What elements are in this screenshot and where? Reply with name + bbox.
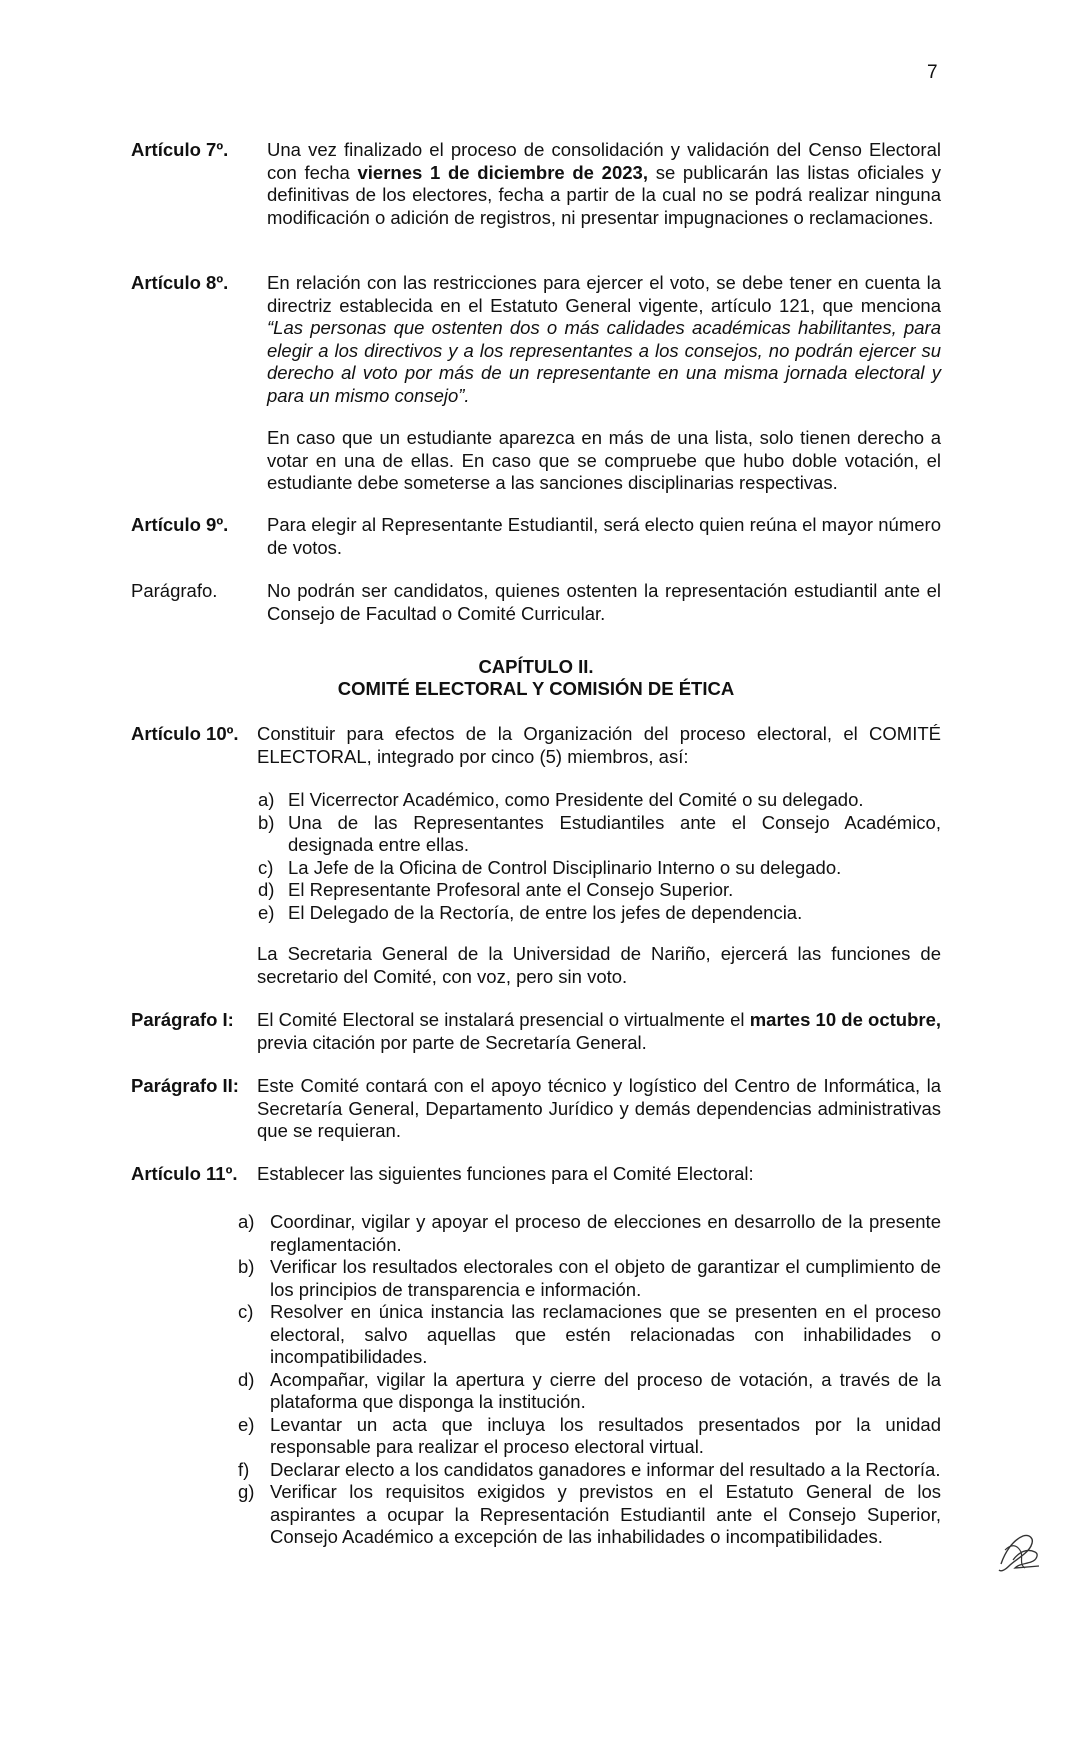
article-8-label: Artículo 8º. xyxy=(131,272,229,293)
article-10-closing: La Secretaria General de la Universidad de Nariño, ejercerá las funciones de secretario del Comité, con voz, pero sin voto. xyxy=(257,943,941,987)
article-9-text: Para elegir al Representante Estudiantil, será electo quien reúna el mayor número de votos. xyxy=(267,514,941,558)
committee-functions-list xyxy=(238,1211,941,1549)
article-11-label: Artículo 11º. xyxy=(131,1163,238,1184)
article-9-label: Artículo 9º. xyxy=(131,514,229,535)
article-11-intro: Establecer las siguientes funciones para el Comité Electoral: xyxy=(257,1163,754,1184)
list-item: a) Coordinar, vigilar y apoyar el proceso de elecciones en desarrollo de la presente reglamentación. xyxy=(238,1211,941,1255)
article-7-text: Una vez finalizado el proceso de consolidación y validación del Censo Electoral con fecha viernes 1 de diciembre de 2023, se publicarán las listas oficiales y definitivas de los electores, fecha a partir de la cual no se podrá realizar ninguna modificación o adición de registros, ni presentar impugnaciones o reclamaciones. xyxy=(267,139,941,228)
chapter-title: COMITÉ ELECTORAL Y COMISIÓN DE ÉTICA xyxy=(337,678,735,699)
article-8 xyxy=(131,272,941,407)
article-10-label: Artículo 10º. xyxy=(131,723,239,744)
list-item: e) El Delegado de la Rectoría, de entre los jefes de dependencia. xyxy=(258,901,803,923)
list-item: e) Levantar un acta que incluya los resultados presentados por la unidad responsable para realizar el proceso electoral virtual. xyxy=(238,1413,941,1457)
paragraph-I xyxy=(131,1009,941,1054)
committee-members-list xyxy=(258,789,941,924)
page-number: 7 xyxy=(927,62,938,83)
list-item: a) El Vicerrector Académico, como Presidente del Comité o su delegado. xyxy=(258,789,864,810)
article-10-intro: Constituir para efectos de la Organización del proceso electoral, el COMITÉ ELECTORAL, integrado por cinco (5) miembros, así: xyxy=(257,723,941,767)
list-item: b) Una de las Representantes Estudiantiles ante el Consejo Académico, designada entre ellas. xyxy=(258,811,941,855)
list-item: c) La Jefe de la Oficina de Control Disciplinario Interno o su delegado. xyxy=(258,856,842,878)
signature-initials xyxy=(995,1530,1043,1576)
list-item: c) Resolver en única instancia las reclamaciones que se presenten en el proceso electoral, salvo aquellas que estén relacionadas con inhabilidades o incompatibilidades. xyxy=(238,1301,941,1367)
article-11 xyxy=(131,1163,941,1186)
article-8-text: En relación con las restricciones para ejercer el voto, se debe tener en cuenta la directriz establecida en el Estatuto General vigente, artículo 121, que menciona “Las personas que ostenten dos o más calidades académicas habilitantes, para elegir a los directivos y a los representantes a los consejos, no podrán ejercer su derecho al voto por más de un representante en una misma jornada electoral y para un mismo consejo”. xyxy=(267,272,941,406)
list-item: d) El Representante Profesoral ante el Consejo Superior. xyxy=(258,879,734,900)
statute-quote: “Las personas que ostenten dos o más calidades académicas habilitantes, para elegir a los directivos y a los representantes a los consejos, no podrán ejercer su derecho al voto por más de un representante en una misma jornada electoral y para un mismo consejo”. xyxy=(267,317,941,406)
paragraph-9-label: Parágrafo. xyxy=(131,580,218,601)
article-10 xyxy=(131,723,941,768)
paragraph-I-label: Parágrafo I: xyxy=(131,1009,234,1030)
list-item: f) Declarar electo a los candidatos ganadores e informar del resultado a la Rectoría. xyxy=(238,1458,941,1480)
paragraph-9-text: No podrán ser candidatos, quienes ostenten la representación estudiantil ante el Consejo de Facultad o Comité Curricular. xyxy=(267,580,941,624)
paragraph-II xyxy=(131,1075,941,1143)
list-item: g) Verificar los requisitos exigidos y previstos en el Estatuto General de los aspirantes a ocupar la Representación Estudiantil ante el Consejo Superior, Consejo Académico a excepción de las inhabilidades o incompatibilidades. xyxy=(238,1481,941,1547)
paragraph-I-text: El Comité Electoral se instalará presencial o virtualmente el martes 10 de octubre, previa citación por parte de Secretaría General. xyxy=(257,1009,941,1053)
chapter-number: CAPÍTULO II. xyxy=(478,656,594,677)
paragraph-9 xyxy=(131,580,941,625)
list-item: b) Verificar los resultados electorales con el objeto de garantizar el cumplimiento de los principios de transparencia e información. xyxy=(238,1256,941,1300)
list-item: d) Acompañar, vigilar la apertura y cierre del proceso de votación, a través de la plataforma que disponga la institución. xyxy=(238,1368,941,1412)
article-8-paragraph-2: En caso que un estudiante aparezca en más de una lista, solo tienen derecho a votar en una de ellas. En caso que se compruebe que hubo doble votación, el estudiante debe someterse a las sanciones disciplinarias respectivas. xyxy=(267,427,941,493)
paragraph-II-text: Este Comité contará con el apoyo técnico y logístico del Centro de Informática, la Secretaría General, Departamento Jurídico y demás dependencias administrativas que se requieran. xyxy=(257,1075,941,1141)
article-7 xyxy=(131,139,941,229)
article-9 xyxy=(131,514,941,559)
paragraph-II-label: Parágrafo II: xyxy=(131,1075,239,1096)
article-7-label: Artículo 7º. xyxy=(131,139,229,160)
